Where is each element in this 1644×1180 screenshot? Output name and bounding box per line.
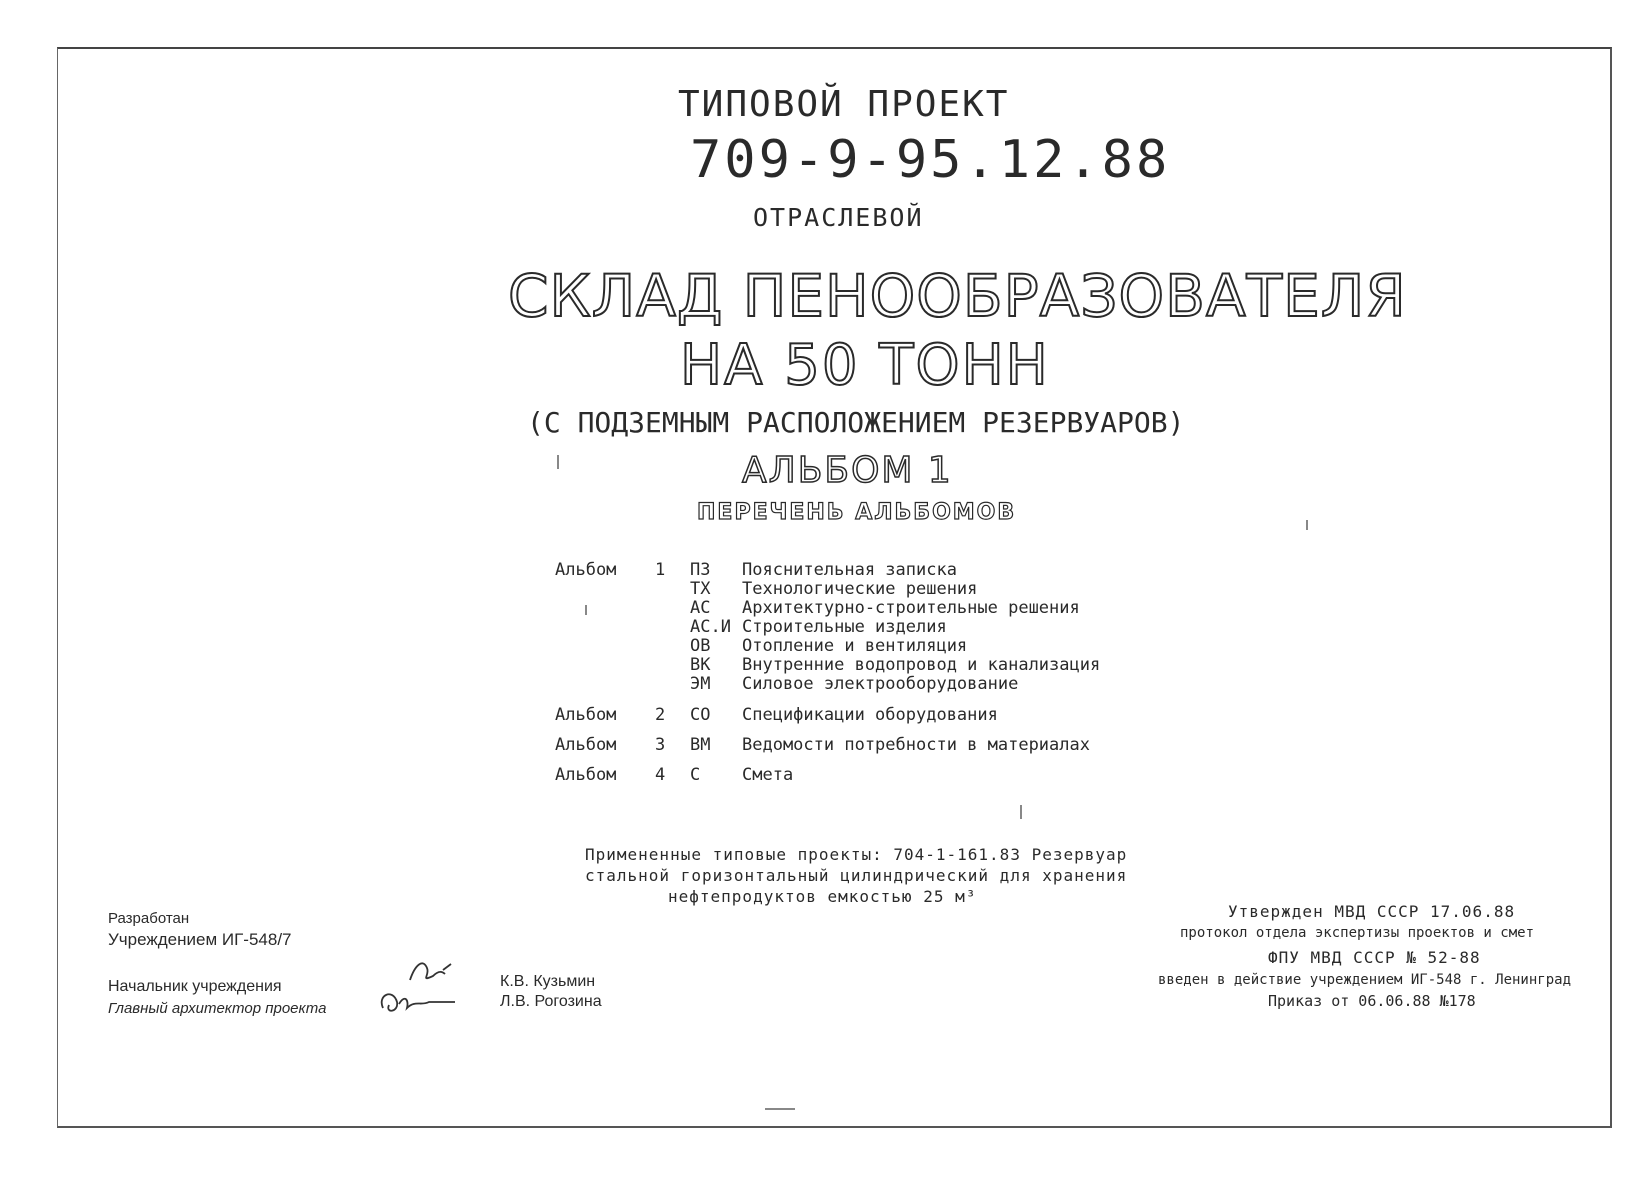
- approval-line1: Утвержден МВД СССР 17.06.88: [1228, 902, 1516, 921]
- album-code: АС.И: [690, 617, 731, 637]
- album-number: 1: [655, 560, 666, 580]
- project-type: ТИПОВОЙ ПРОЕКТ: [678, 84, 1010, 125]
- scan-speck: [557, 455, 559, 469]
- album-number: 2: [655, 705, 666, 725]
- scan-speck: [765, 1108, 795, 1110]
- approval-line3: ФПУ МВД СССР № 52-88: [1268, 948, 1481, 967]
- signer-name2: Л.В. Рогозина: [500, 993, 602, 1010]
- album-description: Внутренние водопровод и канализация: [742, 655, 1101, 675]
- applied-line1: Примененные типовые проекты: 704-1-161.83 Резервуар: [585, 845, 1128, 864]
- album-description: Спецификации оборудования: [742, 705, 998, 725]
- album-number-heading: АЛЬБОМ 1: [742, 450, 953, 491]
- scan-speck: [585, 605, 587, 615]
- project-code: 709-9-95.12.88: [690, 130, 1171, 190]
- title-subtitle: (С ПОДЗЕМНЫМ РАСПОЛОЖЕНИЕМ РЕЗЕРВУАРОВ): [527, 406, 1185, 439]
- album-label: Альбом: [555, 705, 617, 725]
- approval-line4: введен в действие учреждением ИГ-548 г. Ленинград: [1158, 972, 1572, 988]
- scan-speck: [1020, 805, 1022, 819]
- album-description: Архитектурно-строительные решения: [742, 598, 1080, 618]
- album-description: Отопление и вентиляция: [742, 636, 968, 656]
- album-code: С: [690, 765, 701, 785]
- developer-line1: Разработан: [108, 910, 190, 927]
- album-description: Строительные изделия: [742, 617, 947, 637]
- album-description: Ведомости потребности в материалах: [742, 735, 1090, 755]
- album-code: ВМ: [690, 735, 711, 755]
- project-category: ОТРАСЛЕВОЙ: [753, 203, 924, 232]
- album-code: ПЗ: [690, 560, 711, 580]
- album-code: ОВ: [690, 636, 711, 656]
- title-line2: НА 50 ТОНН: [680, 333, 1050, 398]
- album-code: АС: [690, 598, 711, 618]
- album-code: СО: [690, 705, 711, 725]
- album-description: Смета: [742, 765, 794, 785]
- scan-speck: [1306, 520, 1308, 530]
- developer-line2: Учреждением ИГ-548/7: [108, 930, 292, 949]
- album-number: 4: [655, 765, 666, 785]
- role-chief-architect: Главный архитектор проекта: [108, 1000, 327, 1017]
- handwritten-signatures: [375, 950, 485, 1020]
- album-label: Альбом: [555, 560, 617, 580]
- applied-line2: стальной горизонтальный цилиндрический для хранения: [585, 866, 1128, 885]
- applied-line3: нефтепродуктов емкостью 25 м³: [668, 887, 977, 906]
- album-list-heading: ПЕРЕЧЕНЬ АЛЬБОМОВ: [697, 500, 1017, 525]
- album-label: Альбом: [555, 735, 617, 755]
- album-label: Альбом: [555, 765, 617, 785]
- title-line1: СКЛАД ПЕНООБРАЗОВАТЕЛЯ: [508, 262, 1407, 330]
- album-description: Силовое электрооборудование: [742, 674, 1019, 694]
- signer-name1: К.В. Кузьмин: [500, 973, 596, 990]
- album-code: ЭМ: [690, 674, 711, 694]
- album-number: 3: [655, 735, 666, 755]
- album-code: ТХ: [690, 579, 711, 599]
- album-description: Пояснительная записка: [742, 560, 957, 580]
- role-head: Начальник учреждения: [108, 978, 282, 995]
- album-code: ВК: [690, 655, 711, 675]
- album-description: Технологические решения: [742, 579, 978, 599]
- approval-line5: Приказ от 06.06.88 №178: [1268, 992, 1476, 1010]
- approval-line2: протокол отдела экспертизы проектов и смет: [1180, 925, 1535, 941]
